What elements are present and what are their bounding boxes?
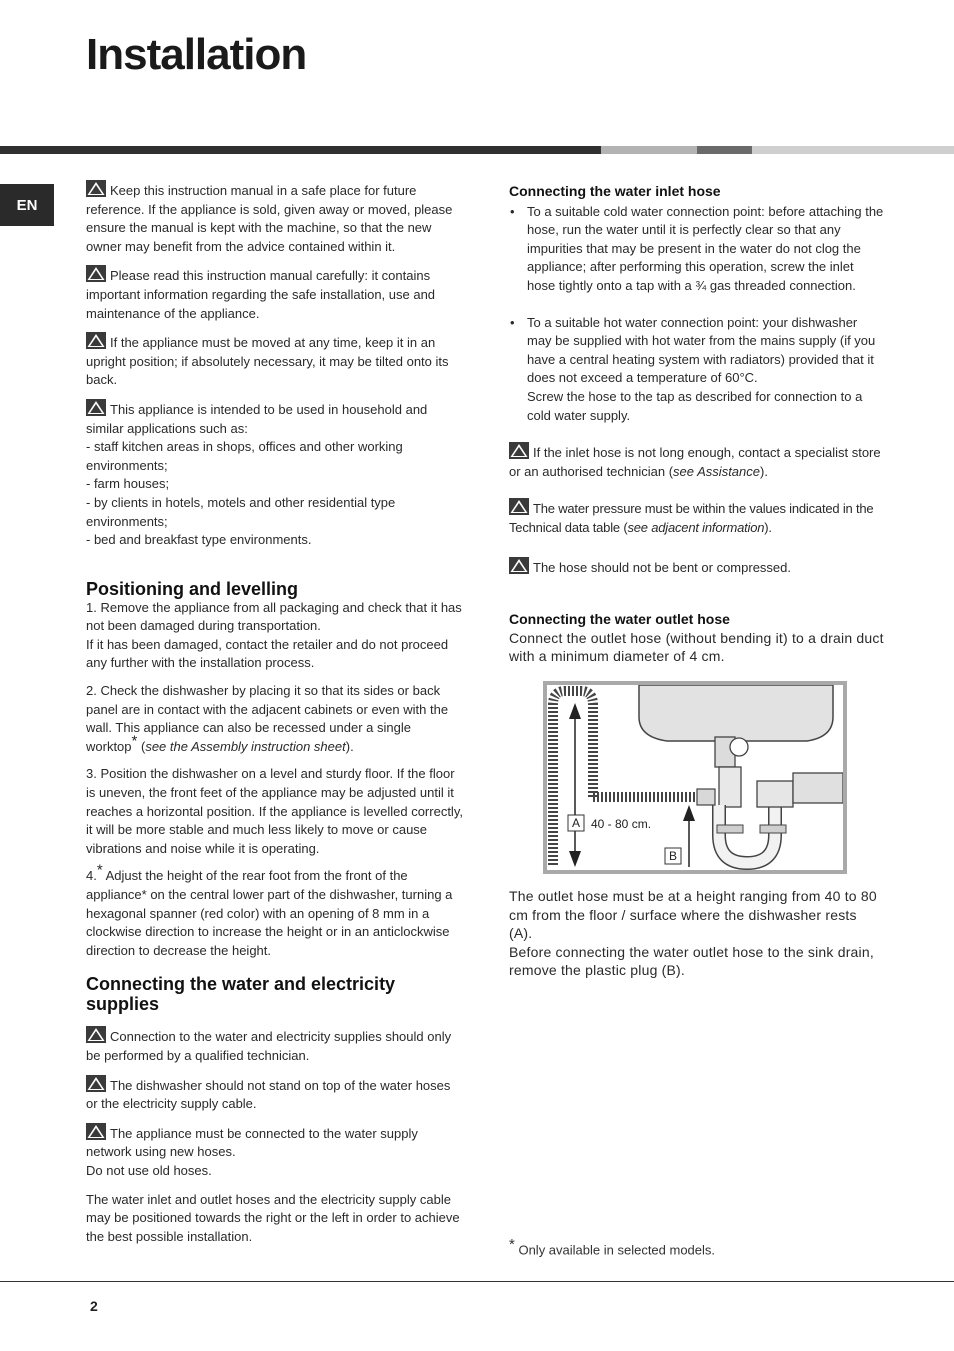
warning-icon (86, 399, 106, 416)
inlet-hot-item: • To a suitable hot water connection point: your dishwasher may be supplied with hot water from the mains supply (if you have a central heating system with radiators) provided that it does not exceed a temperature of 60°C. Screw the hose to the tap as described for connection to a cold water supply. (527, 314, 885, 426)
warning-paragraph: The dishwasher should not stand on top of the water hoses or the electricity supply cable. (86, 1075, 464, 1114)
warning-icon (509, 442, 529, 459)
positioning-step-4: 4.* Adjust the height of the rear foot from the front of the appliance* on the central lower part of the dishwasher, turning a hexagonal spanner (red color) with an opening of 8 mm in a clockwise direction to increase the height or in an anticlockwise direction to decrease the height. (86, 862, 453, 958)
section-heading-connecting: Connecting the water and electricity supplies (86, 974, 396, 1015)
footnote: * Only available in selected models. (509, 1236, 716, 1258)
warning-icon (86, 1075, 106, 1092)
outlet-hose-diagram (543, 681, 847, 874)
header-bar-dark (0, 146, 601, 154)
household-list-item: - farm houses; (86, 476, 170, 492)
old-hoses-note: Do not use old hoses. (86, 1162, 212, 1178)
page-number: 2 (90, 1298, 98, 1314)
label-a: A (571, 816, 581, 830)
warning-icon (86, 1123, 106, 1140)
positioning-step-3: 3. Position the dishwasher on a level and sturdy floor. If the floor is uneven, the front feet of the appliance may be adjusted until it reaches a horizontal position. If the appliance is levelled correctly, it will be more stable and much less likely to move or cause vibrations and noise while it is operating. (86, 766, 463, 856)
inlet-heading: Connecting the water inlet hose (509, 183, 721, 199)
warning-paragraph: If the inlet hose is not long enough, contact a specialist store or an authorised technician (see Assistance). (509, 442, 885, 481)
positioning-step-1: 1. Remove the appliance from all packaging and check that it has not been damaged during transportation. If it has been damaged, contact the retailer and do not proceed any further with the installation process. (86, 599, 462, 671)
outlet-instructions (509, 887, 879, 980)
outlet-heading: Connecting the water outlet hose (509, 611, 730, 628)
header-bar-mid (697, 146, 752, 154)
label-b: B (668, 849, 678, 863)
warning-paragraph: The hose should not be bent or compressed. (509, 557, 885, 578)
inlet-cold-item: • To a suitable cold water connection point: before attaching the hose, run the water until it is perfectly clear so that any impurities that may be present in the water do not clog the appliance; after performing this operation, screw the inlet hose tightly onto a tap with a ¾ gas threaded connection. (527, 203, 885, 296)
warning-icon (509, 498, 529, 515)
section-heading-positioning: Positioning and levelling (86, 578, 299, 599)
left-column (86, 180, 464, 1255)
warning-icon (86, 180, 106, 197)
household-list-item: - by clients in hotels, motels and other residential type environments; (86, 494, 396, 529)
header-bar-light (601, 146, 697, 154)
warning-paragraph: The water pressure must be within the values indicated in the Technical data table (see adjacent information). (509, 498, 885, 537)
hose-position-note: The water inlet and outlet hoses and the electricity supply cable may be positioned towards the right or the left in order to achieve the best possible installation. (86, 1191, 460, 1244)
inlet-list (509, 203, 885, 426)
warning-paragraph: Keep this instruction manual in a safe place for future reference. If the appliance is sold, given away or moved, please ensure the manual is kept with the machine, so that the new owner may benefit from the advice contained within it. (86, 180, 464, 256)
warning-icon (86, 332, 106, 349)
warning-paragraph: Please read this instruction manual carefully: it contains important information regarding the safe installation, use and maintenance of the appliance. (86, 265, 464, 323)
household-list-item: - staff kitchen areas in shops, offices and other working environments; (86, 439, 403, 473)
height-range-label: 40 - 80 cm. (591, 817, 652, 831)
warning-paragraph: Connection to the water and electricity supplies should only be performed by a qualified technician. (86, 1026, 464, 1065)
header-bar-pale (752, 146, 954, 154)
right-column (509, 182, 885, 666)
warning-paragraph: If the appliance must be moved at any time, keep it in an upright position; if absolutely necessary, it may be tilted onto its back. (86, 332, 464, 390)
drain-illustration (547, 685, 843, 870)
language-tab: EN (0, 184, 54, 226)
page-title: Installation (86, 30, 307, 79)
outlet-plug-note: Before connecting the water outlet hose to the sink drain, remove the plastic plug (B). (509, 943, 874, 979)
warning-paragraph: The appliance must be connected to the water supply network using new hoses. (86, 1123, 464, 1162)
warning-icon (509, 557, 529, 574)
household-list-item: - bed and breakfast type environments. (86, 532, 312, 548)
warning-icon (86, 265, 106, 282)
outlet-text: Connect the outlet hose (without bending it) to a drain duct with a minimum diameter of 4 cm. (509, 629, 884, 665)
warning-icon (86, 1026, 106, 1043)
outlet-height-note: The outlet hose must be at a height ranging from 40 to 80 cm from the floor / surface where the dishwasher rests (A). (509, 888, 877, 942)
warning-paragraph: This appliance is intended to be used in household and similar applications such as: (86, 399, 464, 438)
footer-rule (0, 1281, 954, 1282)
positioning-step-2: 2. Check the dishwasher by placing it so that its sides or back panel are in contact with the adjacent cabinets or even with the wall. This appliance can also be recessed under a single worktop* (see the Assembly instruction sheet). (86, 683, 449, 754)
